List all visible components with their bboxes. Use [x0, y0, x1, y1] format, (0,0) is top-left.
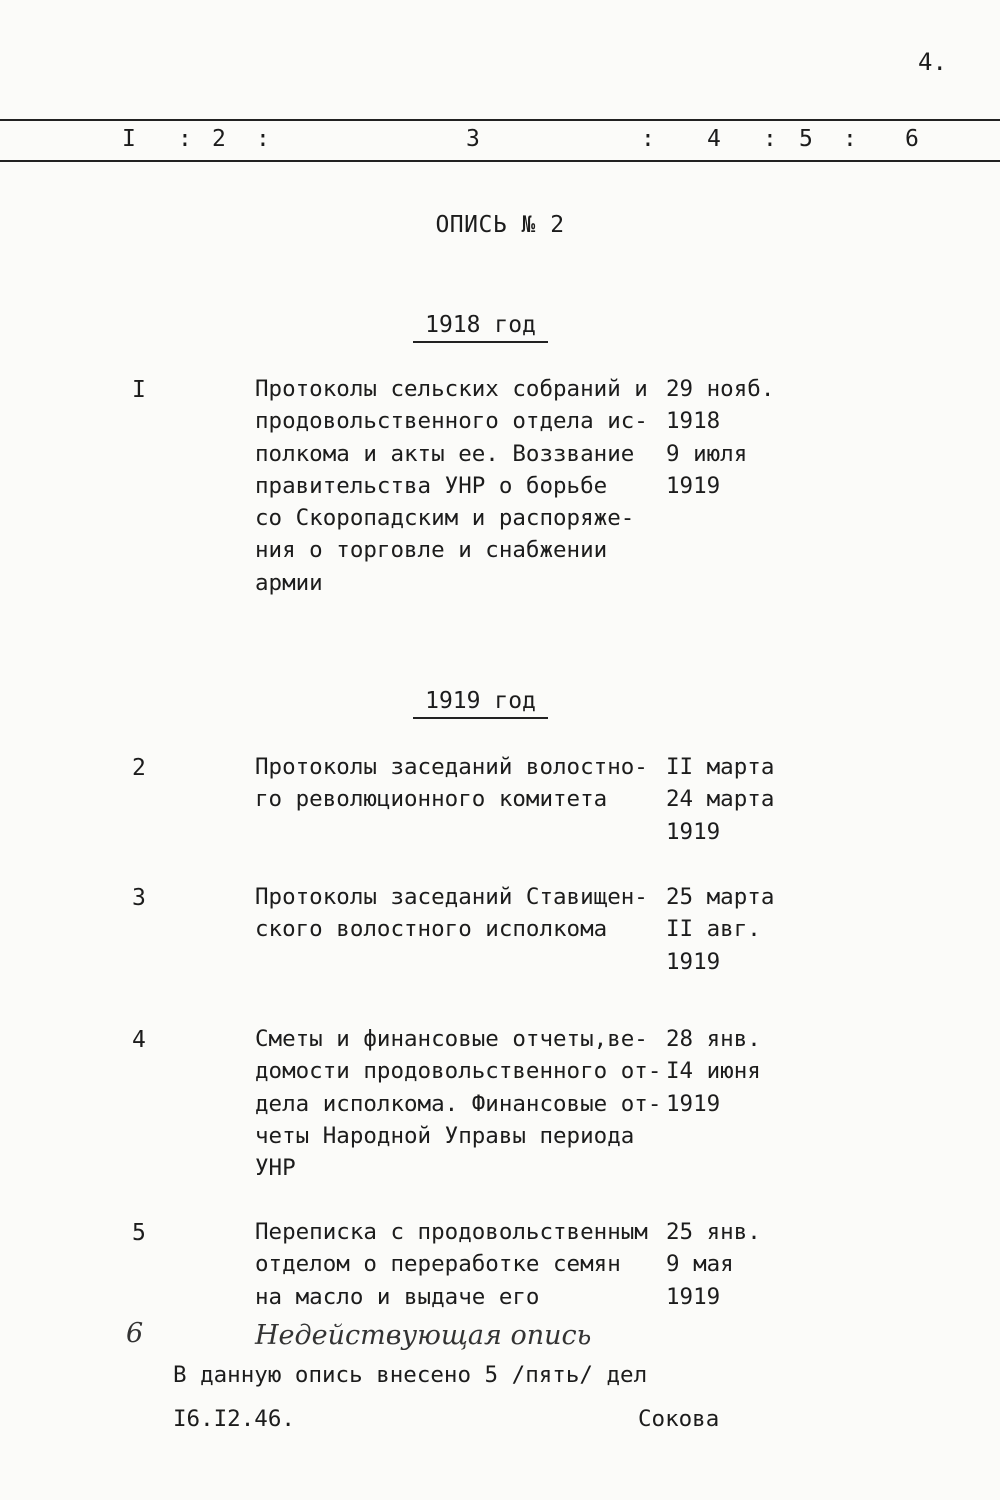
inventory-title: ОПИСЬ № 2 — [435, 212, 565, 238]
column-number-2: 2 — [212, 126, 226, 152]
description-line: Протоколы сельских собраний и — [255, 376, 648, 402]
column-separator: : — [843, 126, 857, 152]
description-line: Протоколы заседаний Ставищен- — [255, 884, 648, 910]
year-heading-1918: 1918 год — [413, 312, 548, 343]
description-line: ского волостного исполкома — [255, 916, 608, 943]
description-line: дела исполкома. Финансовые от- — [255, 1090, 662, 1117]
item-number: 2 — [132, 755, 146, 781]
date-line: 1919 — [666, 1090, 721, 1117]
year-heading-1919: 1919 год — [413, 688, 548, 719]
item-dates — [666, 881, 774, 978]
description-line: отделом о переработке семян — [255, 1251, 621, 1278]
item-number: 4 — [132, 1027, 146, 1053]
date-line: 29 нояб. — [666, 376, 775, 402]
description-line: домости продовольственного от- — [255, 1058, 662, 1085]
signature-name: Сокова — [638, 1406, 720, 1432]
column-number-4: 4 — [707, 126, 721, 152]
item-description — [255, 751, 655, 816]
date-line: 25 янв. — [666, 1219, 761, 1245]
column-number-1: I — [122, 126, 136, 152]
date-line: 24 марта — [666, 786, 775, 813]
description-line: Сметы и финансовые отчеты,ве- — [255, 1026, 648, 1052]
item-description — [255, 1023, 662, 1184]
header-bottom-rule — [0, 160, 1000, 162]
description-line: продовольственного отдела ис- — [255, 408, 648, 435]
page-number: 4. — [918, 48, 947, 76]
date-line: 1919 — [666, 472, 721, 499]
item-dates — [666, 751, 774, 848]
document-date: I6.I2.46. — [173, 1406, 295, 1432]
date-line: 1919 — [666, 818, 721, 845]
date-line: II авг. — [666, 916, 761, 943]
column-number-3: 3 — [466, 126, 480, 152]
date-line: II марта — [666, 754, 775, 780]
date-line: 1918 — [666, 408, 721, 435]
item-dates — [666, 1023, 761, 1120]
header-top-rule — [0, 119, 1000, 121]
item-description — [255, 881, 655, 946]
item-dates — [666, 373, 774, 502]
item-description — [255, 1216, 655, 1313]
item-number: 5 — [132, 1220, 146, 1246]
description-line: правительства УНР о борьбе — [255, 472, 608, 499]
item-number: I — [132, 377, 146, 403]
column-separator: : — [178, 126, 192, 152]
date-line: I4 июня — [666, 1058, 761, 1085]
item-description — [255, 373, 655, 599]
description-line: го революционного комитета — [255, 786, 608, 813]
description-line: армии — [255, 569, 323, 596]
item-number: 3 — [132, 885, 146, 911]
date-line: 1919 — [666, 1283, 721, 1310]
date-line: 1919 — [666, 948, 721, 975]
column-separator: : — [763, 126, 777, 152]
date-line: 28 янв. — [666, 1026, 761, 1052]
date-line: 9 июля — [666, 440, 748, 467]
column-separator: : — [641, 126, 655, 152]
summary-text: В данную опись внесено 5 /пять/ дел — [173, 1362, 648, 1388]
handwritten-item-number: 6 — [126, 1318, 144, 1349]
description-line: УНР — [255, 1155, 296, 1182]
date-line: 9 мая — [666, 1251, 734, 1278]
column-number-6: 6 — [905, 126, 919, 152]
description-line: Переписка с продовольственным — [255, 1219, 648, 1245]
description-line: на масло и выдаче его — [255, 1283, 540, 1310]
item-dates — [666, 1216, 761, 1313]
description-line: Протоколы заседаний волостно- — [255, 754, 648, 780]
description-line: со Скоропадским и распоряже- — [255, 505, 635, 532]
description-line: полкома и акты ее. Воззвание — [255, 440, 635, 467]
handwritten-note: Недействующая опись — [255, 1320, 592, 1351]
column-number-5: 5 — [799, 126, 813, 152]
column-separator: : — [256, 126, 270, 152]
description-line: ния о торговле и снабжении — [255, 537, 608, 564]
date-line: 25 марта — [666, 884, 775, 910]
description-line: четы Народной Управы периода — [255, 1122, 635, 1149]
